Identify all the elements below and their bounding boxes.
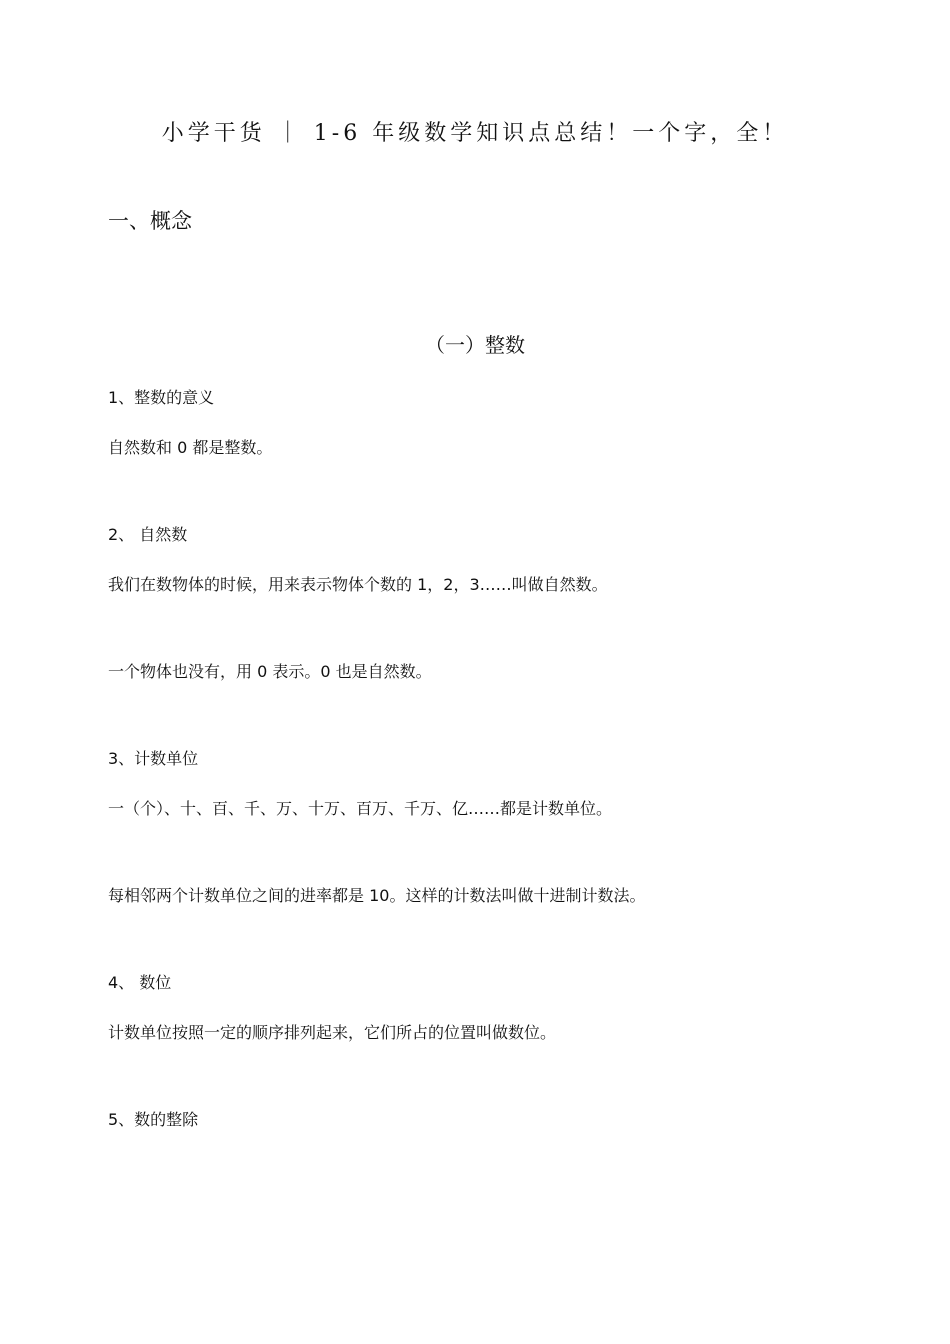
item-heading: 5、数的整除	[108, 1110, 199, 1129]
item-paragraph: 每相邻两个计数单位之间的进率都是 10。这样的计数法叫做十进制计数法。	[108, 886, 646, 905]
subsection-heading: （一）整数	[425, 333, 525, 357]
item-heading: 1、整数的意义	[108, 388, 215, 407]
item-heading: 3、计数单位	[108, 749, 199, 768]
item-heading: 4、 数位	[108, 973, 172, 992]
document-title: 小学干货 ｜ 1-6 年级数学知识点总结！一个字，全！	[161, 121, 789, 146]
item-paragraph: 计数单位按照一定的顺序排列起来，它们所占的位置叫做数位。	[108, 1023, 557, 1042]
item-paragraph: 一个物体也没有，用 0 表示。0 也是自然数。	[108, 662, 432, 681]
item-paragraph: 自然数和 0 都是整数。	[108, 438, 273, 457]
section-heading: 一、概念	[108, 209, 192, 233]
item-heading: 2、 自然数	[108, 525, 188, 544]
item-paragraph: 我们在数物体的时候，用来表示物体个数的 1，2，3……叫做自然数。	[108, 575, 608, 594]
item-paragraph: 一（个）、十、百、千、万、十万、百万、千万、亿……都是计数单位。	[108, 799, 613, 818]
